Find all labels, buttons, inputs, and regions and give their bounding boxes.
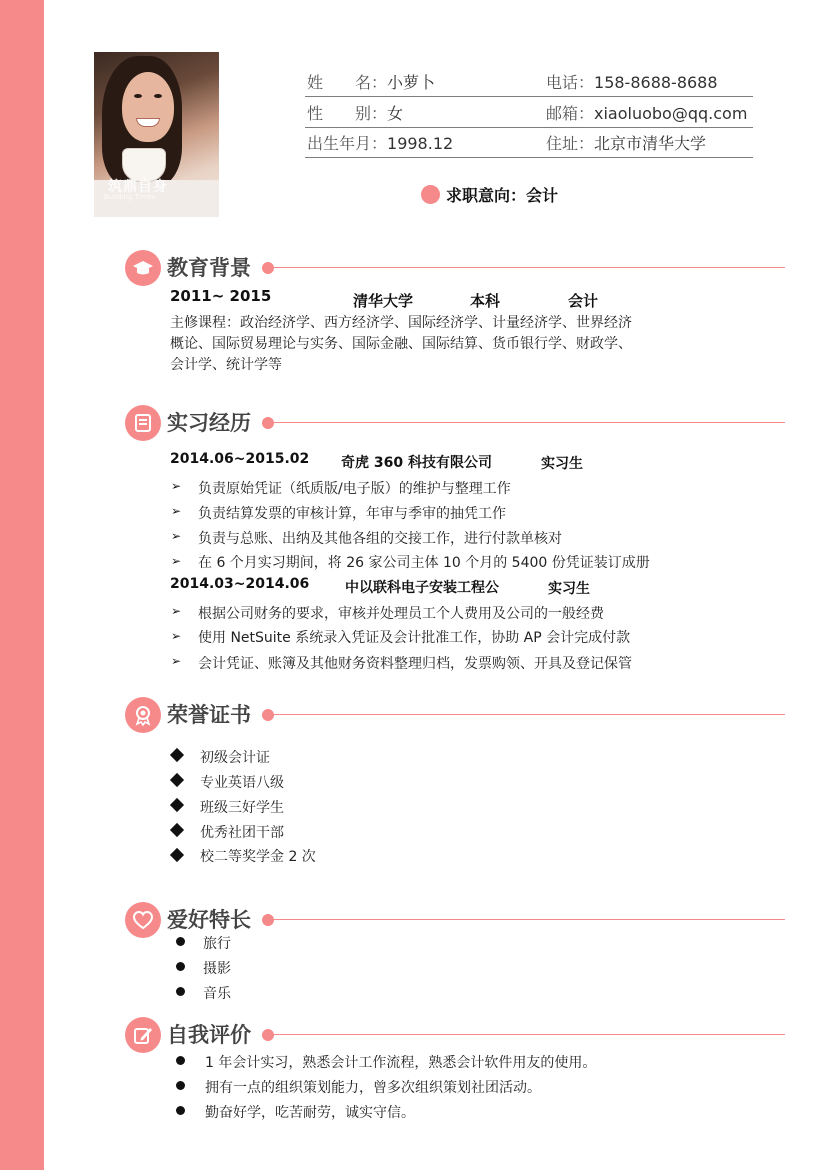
- section-internship: [125, 405, 785, 441]
- job-duty: 负责与总账、出纳及其他各组的交接工作，进行付款单核对: [198, 531, 562, 547]
- photo-watermark: 筑鼎自身: [108, 179, 168, 195]
- graduation-cap-icon: [125, 250, 161, 286]
- dot-bullet-icon: [176, 1056, 185, 1065]
- education-major: 会计: [568, 292, 599, 310]
- arrow-bullet-icon: ➢: [171, 529, 182, 543]
- honor-item: 校二等奖学金 2 次: [200, 849, 316, 865]
- job-duty: 在 6 个月实习期间，将 26 家公司主体 10 个月的 5400 份凭证装订成册: [198, 555, 650, 571]
- arrow-bullet-icon: ➢: [171, 629, 182, 643]
- address-field: 住址：北京市清华大学: [546, 134, 707, 153]
- dot-bullet-icon: [176, 1081, 185, 1090]
- education-period: 2011~ 2015: [170, 287, 272, 305]
- side-accent-bar: [0, 0, 44, 1170]
- dot-bullet-icon: [176, 1106, 185, 1115]
- internship-title: 实习经历: [167, 411, 251, 435]
- section-honors: [125, 697, 785, 733]
- document-icon: [125, 405, 161, 441]
- job-role: 实习生: [541, 456, 583, 472]
- heart-icon: [125, 902, 161, 938]
- hobby-item: 摄影: [203, 961, 231, 977]
- job-duty: 根据公司财务的要求，审核并处理员工个人费用及公司的一般经费: [198, 606, 604, 622]
- email-field: 邮箱：xiaoluobo@qq.com: [546, 104, 748, 123]
- section-divider: [274, 422, 785, 423]
- arrow-bullet-icon: ➢: [171, 504, 182, 518]
- dot-bullet-icon: [176, 962, 185, 971]
- arrow-bullet-icon: ➢: [171, 554, 182, 568]
- medal-icon: [125, 697, 161, 733]
- birth-field: 出生年月：1998.12: [307, 134, 454, 153]
- section-divider: [274, 1034, 785, 1035]
- objective-dot: [421, 185, 440, 204]
- photo-watermark-en: Building Times: [104, 193, 156, 201]
- edit-icon: [125, 1017, 161, 1053]
- objective-text: 求职意向：会计: [446, 185, 559, 205]
- honor-item: 班级三好学生: [200, 800, 284, 816]
- job-duty: 会计凭证、账簿及其他财务资料整理归档，发票购领、开具及登记保管: [198, 656, 632, 672]
- diamond-bullet-icon: [170, 798, 184, 812]
- honors-title: 荣誉证书: [167, 703, 251, 727]
- profile-photo: [94, 52, 219, 217]
- diamond-bullet-icon: [170, 823, 184, 837]
- honor-item: 专业英语八级: [200, 775, 284, 791]
- diamond-bullet-icon: [170, 848, 184, 862]
- dot-bullet-icon: [176, 937, 185, 946]
- name-field: 姓 名：小萝卜: [307, 73, 436, 92]
- job-company: 奇虎 360 科技有限公司: [341, 455, 492, 471]
- section-self-eval: [125, 1017, 785, 1053]
- hobby-item: 旅行: [203, 936, 231, 952]
- self-eval-item: 拥有一点的组织策划能力，曾多次组织策划社团活动。: [205, 1080, 541, 1096]
- job-objective: [421, 182, 558, 206]
- self-eval-title: 自我评价: [167, 1023, 251, 1047]
- job-duty: 负责原始凭证（纸质版/电子版）的维护与整理工作: [198, 481, 511, 497]
- education-school: 清华大学: [353, 292, 414, 310]
- job-duty: 负责结算发票的审核计算，年审与季审的抽凭工作: [198, 506, 506, 522]
- section-divider: [274, 714, 785, 715]
- diamond-bullet-icon: [170, 748, 184, 762]
- hobby-item: 音乐: [203, 986, 231, 1002]
- self-eval-item: 勤奋好学，吃苦耐劳，诚实守信。: [205, 1105, 415, 1121]
- gender-field: 性 别：女: [307, 104, 404, 123]
- info-row-2: [305, 97, 753, 128]
- arrow-bullet-icon: ➢: [171, 604, 182, 618]
- education-title: 教育背景: [167, 256, 251, 280]
- job-period: 2014.06~2015.02: [170, 451, 310, 467]
- education-courses: 主修课程：政治经济学、西方经济学、国际经济学、计量经济学、世界经济概论、国际贸易理论与实务、国际金融、国际结算、货币银行学、财政学、会计学、统计学等: [170, 315, 632, 373]
- section-education: [125, 250, 785, 286]
- honor-item: 优秀社团干部: [200, 825, 284, 841]
- section-divider: [274, 267, 785, 268]
- section-divider: [274, 919, 785, 920]
- diamond-bullet-icon: [170, 773, 184, 787]
- education-degree: 本科: [470, 292, 501, 310]
- job-period: 2014.03~2014.06: [170, 576, 310, 592]
- job-role: 实习生: [548, 581, 590, 597]
- phone-field: 电话：158-8688-8688: [546, 73, 718, 92]
- arrow-bullet-icon: ➢: [171, 654, 182, 668]
- hobbies-title: 爱好特长: [167, 908, 251, 932]
- dot-bullet-icon: [176, 987, 185, 996]
- job-company: 中以联科电子安装工程公: [345, 580, 499, 596]
- arrow-bullet-icon: ➢: [171, 479, 182, 493]
- info-row-1: [305, 66, 753, 97]
- honor-item: 初级会计证: [200, 750, 270, 766]
- self-eval-item: 1 年会计实习，熟悉会计工作流程，熟悉会计软件用友的使用。: [205, 1055, 597, 1071]
- info-row-3: [305, 127, 753, 158]
- job-duty: 使用 NetSuite 系统录入凭证及会计批准工作，协助 AP 会计完成付款: [198, 630, 631, 646]
